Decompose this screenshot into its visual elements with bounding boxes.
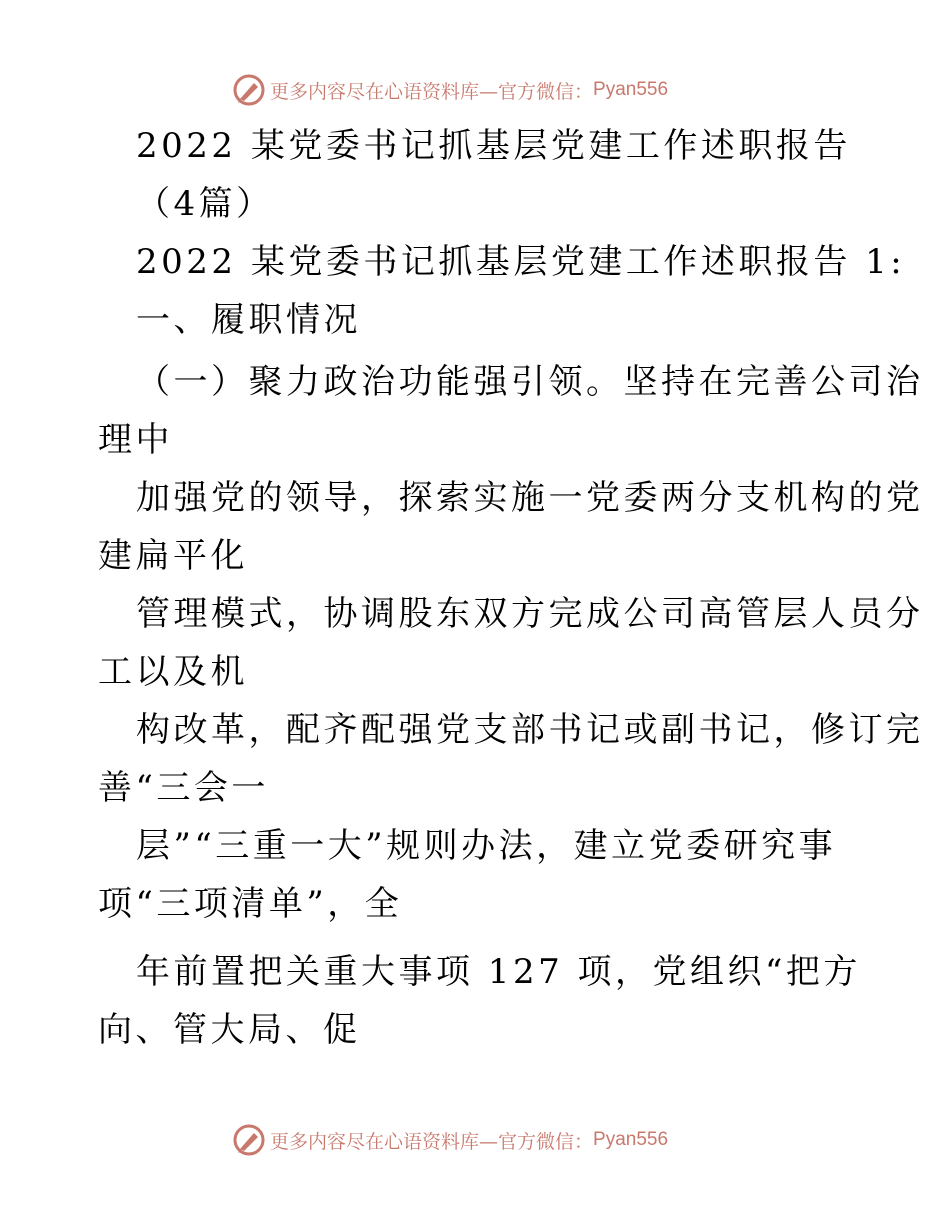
paragraph-line: 工以及机 xyxy=(98,652,248,692)
paragraph-line: （一）聚力政治功能强引领。坚持在完善公司治 xyxy=(136,362,924,402)
paragraph-line: 构改革，配齐配强党支部书记或副书记，修订完 xyxy=(136,710,924,750)
paragraph-line: 建扁平化 xyxy=(98,536,248,576)
document-title-suffix: （4篇） xyxy=(136,184,274,224)
watermark-text: 更多内容尽在心语资料库— xyxy=(270,80,499,103)
document-subtitle: 2022 某党委书记抓基层党建工作述职报告 1: xyxy=(136,242,906,282)
paragraph-line: 管理模式，协调股东双方完成公司高管层人员分 xyxy=(136,594,924,634)
paragraph-line: 向、管大局、促 xyxy=(98,1010,361,1050)
paragraph-line: 理中 xyxy=(98,420,173,460)
watermark-wechat-label: 官方微信： xyxy=(498,80,594,103)
paragraph-line: 年前置把关重大事项 127 项，党组织“把方 xyxy=(136,952,861,992)
watermark-wechat-label: 官方微信： xyxy=(498,1130,594,1153)
section-heading: 一、履职情况 xyxy=(136,300,361,340)
paragraph-line: 层”“三重一大”规则办法，建立党委研究事 xyxy=(136,826,837,866)
watermark-wechat-id: Pyan556 xyxy=(593,79,669,100)
paragraph-line: 项“三项清单”，全 xyxy=(98,884,403,924)
paragraph-line: 善“三会一 xyxy=(98,768,269,808)
header-watermark xyxy=(232,72,668,108)
pen-logo-icon xyxy=(232,1123,266,1157)
watermark-wechat-id: Pyan556 xyxy=(593,1129,669,1150)
footer-watermark xyxy=(232,1122,668,1158)
pen-logo-icon xyxy=(232,73,266,107)
document-title: 2022 某党委书记抓基层党建工作述职报告 xyxy=(136,126,851,166)
watermark-text: 更多内容尽在心语资料库— xyxy=(270,1130,499,1153)
paragraph-line: 加强党的领导，探索实施一党委两分支机构的党 xyxy=(136,478,924,518)
